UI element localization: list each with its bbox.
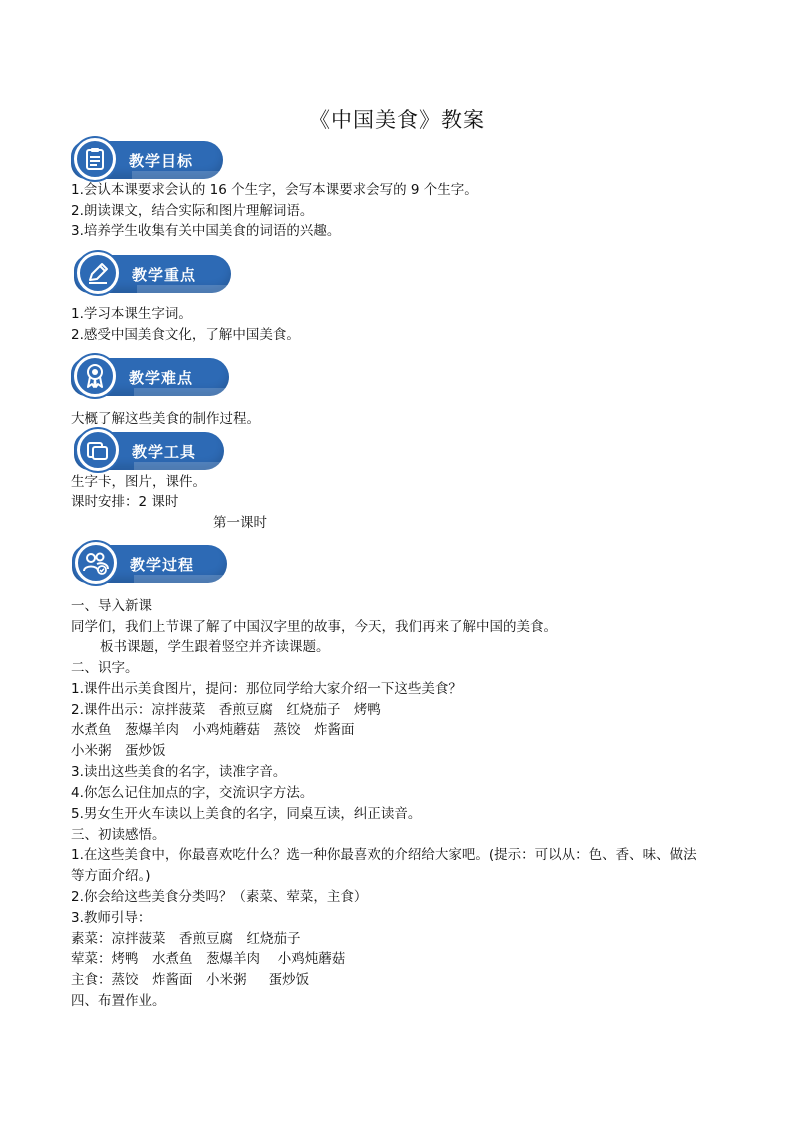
process-line: 4.你怎么记住加点的字，交流识字方法。 bbox=[71, 785, 314, 801]
tools-line: 课时安排：2 课时 bbox=[71, 494, 179, 510]
page-title: 《中国美食》教案 bbox=[309, 108, 485, 132]
process-line: 2.你会给这些美食分类吗？（素菜、荤菜，主食） bbox=[71, 889, 368, 905]
section-label: 教学工具 bbox=[132, 443, 197, 461]
process-line: 一、导入新课 bbox=[71, 598, 152, 614]
section-label: 教学目标 bbox=[129, 152, 194, 170]
process-line: 三、初读感悟。 bbox=[71, 827, 166, 843]
process-line: 四、布置作业。 bbox=[71, 993, 166, 1009]
section-badge-tools bbox=[74, 429, 224, 473]
people-icon bbox=[75, 542, 117, 584]
process-line: 1.课件出示美食图片，提问：那位同学给大家介绍一下这些美食？ bbox=[71, 681, 462, 697]
award-ribbon-icon bbox=[74, 355, 116, 397]
difficulty-line: 大概了解这些美食的制作过程。 bbox=[71, 411, 260, 427]
process-line: 3.教师引导： bbox=[71, 910, 152, 926]
process-line: 荤菜：烤鸭 水煮鱼 葱爆羊肉 小鸡炖蘑菇 bbox=[71, 951, 346, 967]
section-label: 教学难点 bbox=[129, 369, 194, 387]
section-label: 教学过程 bbox=[130, 556, 195, 574]
process-line: 水煮鱼 葱爆羊肉 小鸡炖蘑菇 蒸饺 炸酱面 bbox=[71, 722, 355, 738]
section-badge-process bbox=[72, 542, 227, 586]
goal-line: 3.培养学生收集有关中国美食的词语的兴趣。 bbox=[71, 223, 341, 239]
lesson-heading: 第一课时 bbox=[213, 515, 267, 531]
tools-line: 生字卡，图片，课件。 bbox=[71, 474, 206, 490]
section-badge-goals bbox=[71, 138, 223, 182]
folder-icon bbox=[77, 429, 119, 471]
section-badge-difficulty bbox=[71, 355, 229, 399]
process-line: 素菜：凉拌菠菜 香煎豆腐 红烧茄子 bbox=[71, 931, 301, 947]
process-line: 主食：蒸饺 炸酱面 小米粥 蛋炒饭 bbox=[71, 972, 310, 988]
process-line: 板书课题，学生跟着竖空并齐读课题。 bbox=[100, 639, 330, 655]
section-label: 教学重点 bbox=[132, 266, 197, 284]
pencil-icon bbox=[77, 252, 119, 294]
focus-line: 2.感受中国美食文化，了解中国美食。 bbox=[71, 327, 300, 343]
process-line: 二、识字。 bbox=[71, 660, 139, 676]
process-line: 2.课件出示：凉拌菠菜 香煎豆腐 红烧茄子 烤鸭 bbox=[71, 702, 381, 718]
process-line: 5.男女生开火车读以上美食的名字，同桌互读，纠正读音。 bbox=[71, 806, 422, 822]
process-line: 同学们，我们上节课了解了中国汉字里的故事，今天，我们再来了解中国的美食。 bbox=[71, 619, 557, 635]
process-line: 小米粥 蛋炒饭 bbox=[71, 743, 166, 759]
clipboard-icon bbox=[74, 138, 116, 180]
goal-line: 2.朗读课文，结合实际和图片理解词语。 bbox=[71, 203, 314, 219]
process-line: 3.读出这些美食的名字，读准字音。 bbox=[71, 764, 287, 780]
process-line: 等方面介绍。) bbox=[71, 868, 151, 884]
section-badge-focus bbox=[74, 252, 231, 296]
goal-line: 1.会认本课要求会认的 16 个生字，会写本课要求会写的 9 个生字。 bbox=[71, 182, 478, 198]
process-line: 1.在这些美食中，你最喜欢吃什么？选一种你最喜欢的介绍给大家吧。(提示：可以从：色、香、味、做法 bbox=[71, 847, 697, 863]
focus-line: 1.学习本课生字词。 bbox=[71, 306, 192, 322]
